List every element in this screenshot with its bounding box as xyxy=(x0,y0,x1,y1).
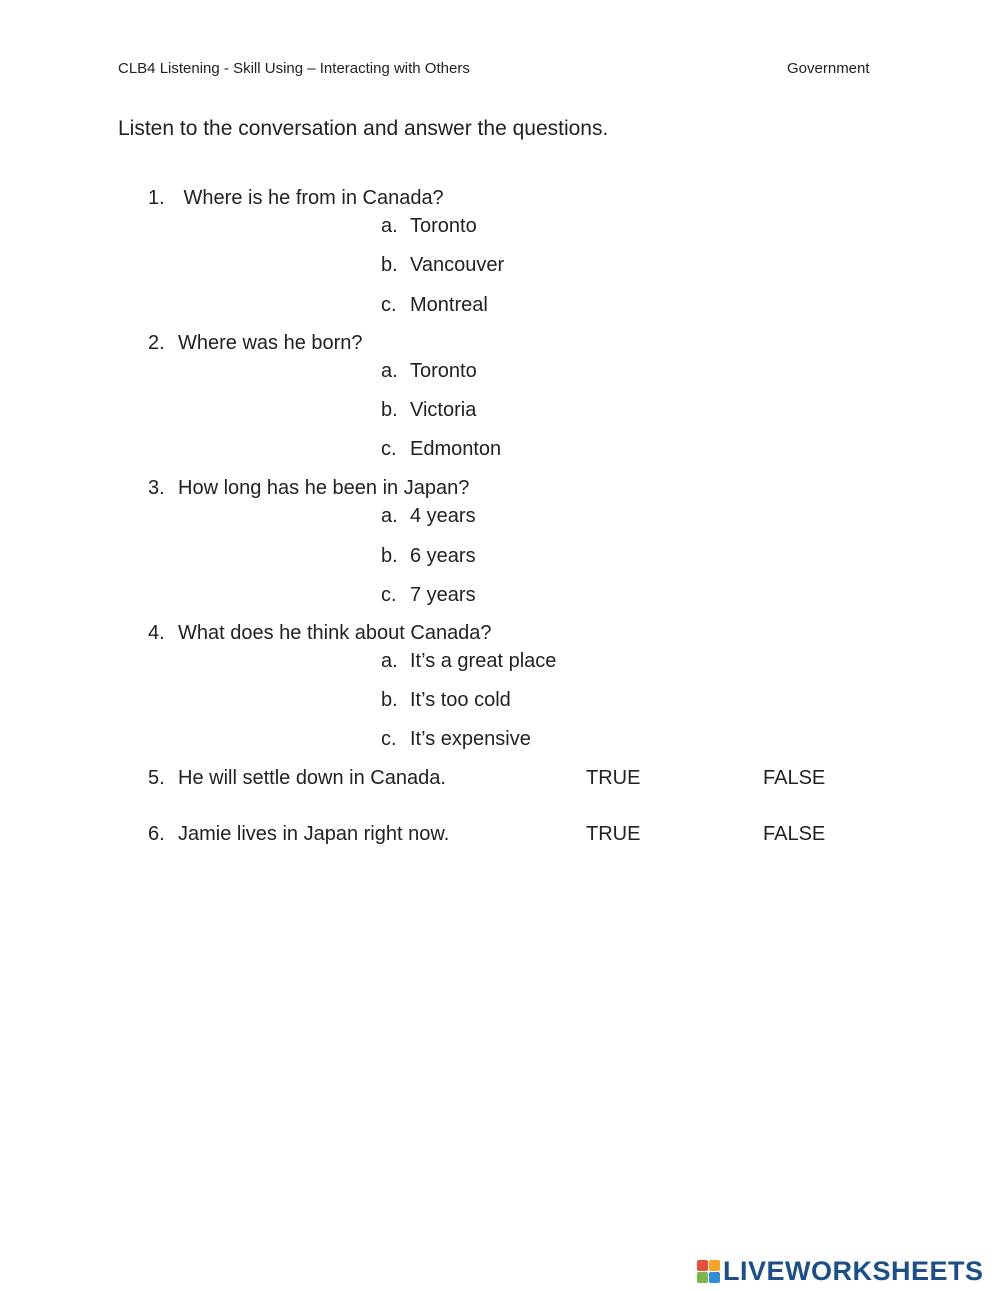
question-1-option-c[interactable] xyxy=(381,294,488,317)
option-letter: c. xyxy=(381,728,397,750)
question-1-option-a[interactable] xyxy=(381,215,477,238)
question-3-option-b[interactable] xyxy=(381,545,476,568)
option-text: It’s a great place xyxy=(410,650,557,672)
question-3-option-a[interactable] xyxy=(381,505,476,528)
option-letter: a. xyxy=(381,650,398,672)
option-letter: a. xyxy=(381,505,398,527)
option-letter: b. xyxy=(381,545,398,567)
option-letter: a. xyxy=(381,360,398,382)
question-number: 1. xyxy=(148,187,165,209)
logo-text: LIVEWORKSHEETS xyxy=(723,1255,984,1286)
question-3-option-c[interactable] xyxy=(381,584,476,607)
option-text: Toronto xyxy=(410,215,477,237)
instructions: Listen to the conversation and answer the questions. xyxy=(118,117,609,140)
option-text: It’s expensive xyxy=(410,728,531,750)
option-text: Victoria xyxy=(410,399,477,421)
option-text: It’s too cold xyxy=(410,689,511,711)
question-2-option-c[interactable] xyxy=(381,438,501,461)
question-1 xyxy=(148,187,444,210)
option-letter: c. xyxy=(381,438,397,460)
logo-mark-icon xyxy=(697,1260,720,1283)
question-text: Jamie lives in Japan right now. xyxy=(178,823,450,845)
option-letter: a. xyxy=(381,215,398,237)
question-5 xyxy=(148,767,446,790)
question-text: Where was he born? xyxy=(178,332,363,354)
question-text: Where is he from in Canada? xyxy=(178,187,444,209)
question-4-option-c[interactable] xyxy=(381,728,531,751)
option-text: 6 years xyxy=(410,545,476,567)
question-5-true-option[interactable]: TRUE xyxy=(586,767,641,789)
option-letter: b. xyxy=(381,254,398,276)
option-text: Toronto xyxy=(410,360,477,382)
option-text: Edmonton xyxy=(410,438,502,460)
option-text: Vancouver xyxy=(410,254,505,276)
header-course-title: CLB4 Listening - Skill Using – Interacting with Others xyxy=(118,60,470,77)
question-6 xyxy=(148,823,449,846)
question-4-option-a[interactable] xyxy=(381,650,556,673)
question-2-option-a[interactable] xyxy=(381,360,477,383)
question-2-option-b[interactable] xyxy=(381,399,476,422)
question-3 xyxy=(148,477,469,500)
option-letter: b. xyxy=(381,689,398,711)
logo-mark-tile xyxy=(697,1272,708,1283)
logo-mark-tile xyxy=(709,1272,720,1283)
logo-mark-tile xyxy=(697,1260,708,1271)
question-text: He will settle down in Canada. xyxy=(178,767,446,789)
option-text: Montreal xyxy=(410,294,488,316)
option-text: 4 years xyxy=(410,505,476,527)
question-1-option-b[interactable] xyxy=(381,254,504,277)
header-topic: Government xyxy=(787,60,870,77)
option-letter: c. xyxy=(381,584,397,606)
question-5-false-option[interactable]: FALSE xyxy=(763,767,826,789)
question-text: How long has he been in Japan? xyxy=(178,477,470,499)
question-4-option-b[interactable] xyxy=(381,689,511,712)
question-number: 5. xyxy=(148,767,165,789)
question-2 xyxy=(148,332,363,355)
option-letter: b. xyxy=(381,399,398,421)
question-4 xyxy=(148,622,492,645)
liveworksheets-logo xyxy=(697,1255,984,1287)
question-text: What does he think about Canada? xyxy=(178,622,492,644)
question-number: 4. xyxy=(148,622,165,644)
option-text: 7 years xyxy=(410,584,476,606)
question-number: 6. xyxy=(148,823,165,845)
question-number: 3. xyxy=(148,477,165,499)
logo-mark-tile xyxy=(709,1260,720,1271)
question-6-true-option[interactable]: TRUE xyxy=(586,823,641,845)
question-6-false-option[interactable]: FALSE xyxy=(763,823,826,845)
question-number: 2. xyxy=(148,332,165,354)
option-letter: c. xyxy=(381,294,397,316)
